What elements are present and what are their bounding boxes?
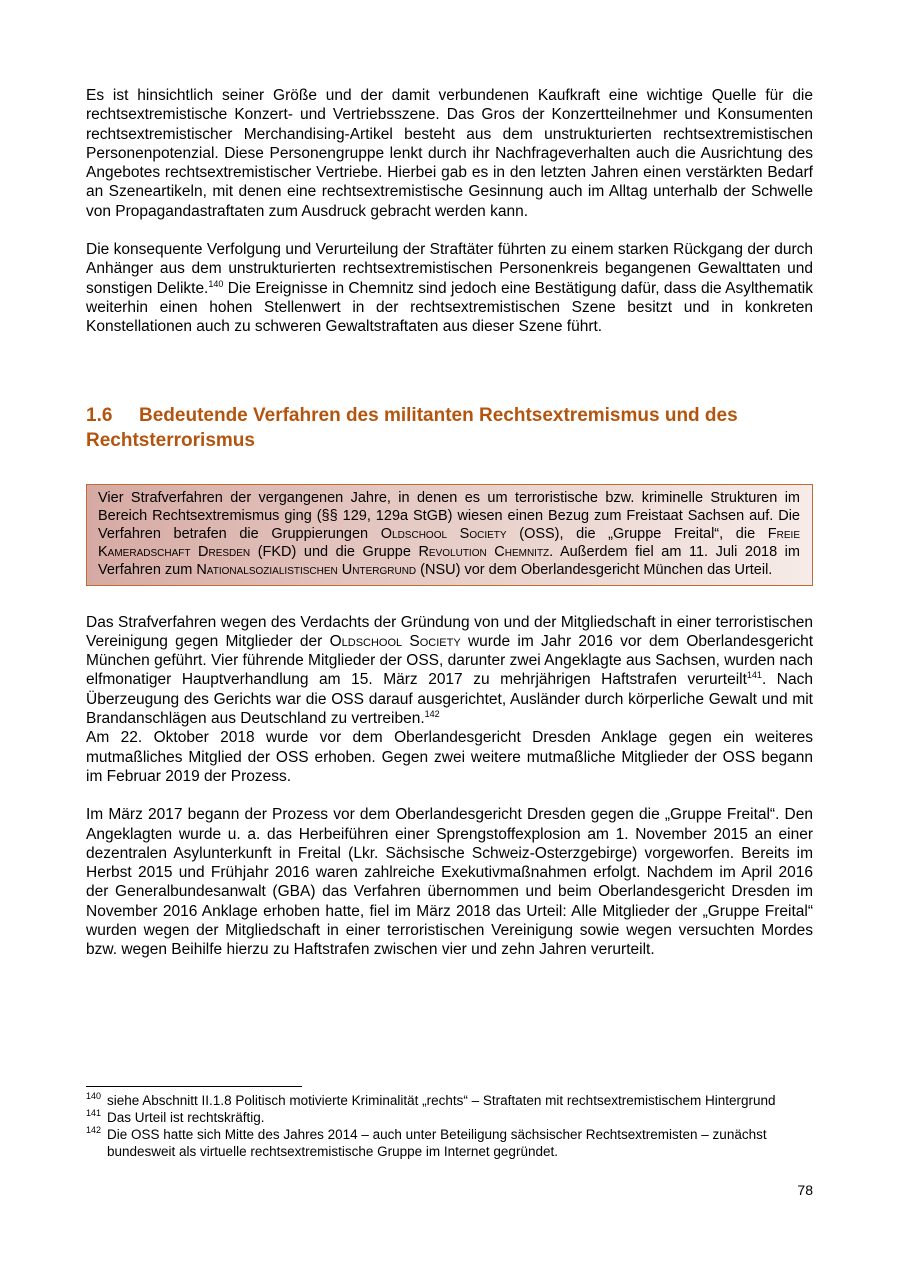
footnotes <box>86 1086 813 1160</box>
page-content <box>86 86 813 960</box>
section-title: Bedeutende Verfahren des militanten Rechtsextremismus und des Rechtsterrorismus <box>86 404 738 451</box>
footnote-divider <box>86 1086 302 1087</box>
paragraph-kaufkraft: Es ist hinsichtlich seiner Größe und der damit verbundenen Kaufkraft eine wichtige Quelle für die rechtsextremistische Konzert- und Vertriebsszene. Das Gros der Konzertteilnehmer und Konsumenten rechtsextremistischer Merchandising-Artikel besteht aus dem unstrukturierten rechtsextremistischen Personenpotenzial. Diese Personengruppe lenkt durch ihr Nachfrageverhalten auch die Ausrichtung des Angebotes rechtsextremistischer Vertriebe. Hierbei gab es in den letzten Jahren einen verstärkten Bedarf an Szeneartikeln, mit denen eine rechtsextremistische Gesinnung auch im Alltag unterhalb der Schwelle von Propagandastraftaten zum Ausdruck gebracht werden kann. <box>86 87 813 220</box>
section-heading <box>86 403 813 453</box>
footnote-141: 141 Das Urteil ist rechtskräftig. <box>86 1108 265 1125</box>
summary-box <box>86 484 813 586</box>
paragraph-verfolgung: Die konsequente Verfolgung und Verurteilung der Straftäter führten zu einem starken Rückgang der durch Anhänger aus dem unstrukturierten rechtsextremistischen Personenkreis begangenen Gewalttaten und sonstigen Delikte.$^{140}$ Die Ereignisse in Chemnitz sind jedoch eine Bestätigung dafür, dass die Asylthematik weiterhin einen hohen Stellenwert in der rechtsextremistischen Szene besitzt und in konkreten Konstellationen auch zu schweren Gewaltstraftaten aus dieser Szene führt. <box>86 241 814 336</box>
paragraph-oss: Das Strafverfahren wegen des Verdachts der Gründung von und der Mitgliedschaft in einer terroristischen Vereinigung gegen Mitglieder der Oldschool Society wurde im Jahr 2016 vor dem Oberlandesgericht München geführt. Vier führende Mitglieder der OSS, darunter zwei Angeklagte aus Sachsen, wurden nach elfmonatiger Hauptverhandlung am 15. März 2017 zu mehrjährigen Haftstrafen verurteilt$^{141}$. Nach Überzeugung des Gerichts war die OSS darauf ausgerichtet, Ausländer durch körperliche Gewalt und mit Brandanschlägen aus Deutschland zu vertreiben.$^{142}$ Am 22. Oktober 2018 wurde vor dem Oberlandesgericht Dresden Anklage gegen ein weiteres mutmaßliches Mitglied der OSS erhoben. Gegen zwei weitere mutmaßliche Mitglieder der OSS begann im Februar 2019 der Prozess. <box>86 613 814 785</box>
section-number: 1.6 <box>86 404 113 426</box>
paragraph-gruppe-freital: Im März 2017 begann der Prozess vor dem Oberlandesgericht Dresden gegen die „Gruppe Freital“. Den Angeklagten wurde u. a. das Herbeiführen einer Sprengstoffexplosion am 1. November 2015 an einer dezentralen Asylunterkunft in Freital (Lkr. Sächsische Schweiz-Osterzgebirge) vorgeworfen. Bereits im Herbst 2015 und Frühjahr 2016 waren zahlreiche Exekutivmaßnahmen erfolgt. Nachdem im April 2016 der Generalbundesanwalt (GBA) das Verfahren übernommen und beim Oberlandesgericht Dresden im November 2016 Anklage erhoben hatte, fiel im März 2018 das Urteil: Alle Mitglieder der „Gruppe Freital“ wurden wegen der Mitgliedschaft in einer terroristischen Vereinigung sowie wegen versuchten Mordes bzw. wegen Beihilfe hierzu zu Haftstrafen zwischen vier und zehn Jahren verurteilt. <box>86 806 813 959</box>
footnote-ref-140[interactable]: 140 <box>208 278 224 289</box>
footnote-140: 140 siehe Abschnitt II.1.8 Politisch motivierte Kriminalität „rechts“ – Straftaten mit rechtsextremistischem Hintergrund <box>86 1091 776 1108</box>
footnote-142: 142 Die OSS hatte sich Mitte des Jahres 2014 – auch unter Beteiligung sächsischer Rechtsextremisten – zunächst bundesweit als virtuelle rechtsextremistische Gruppe im Internet gegründet. <box>86 1125 767 1159</box>
page-number: 78 <box>797 1182 813 1198</box>
footnote-ref-141[interactable]: 141 <box>746 670 762 681</box>
footnote-ref-142[interactable]: 142 <box>424 709 440 720</box>
summary-text: Vier Strafverfahren der vergangenen Jahre, in denen es um terroristische bzw. kriminelle Strukturen im Bereich Rechtsextremismus ging (§§ 129, 129a StGB) wiesen einen Bezug zum Freistaat Sachsen auf. Die Verfahren betrafen die Gruppierungen Oldschool Society (OSS), die „Gruppe Freital“, die Freie Kameradschaft Dresden (FKD) und die Gruppe Revolution Chemnitz. Außerdem fiel am 11. Juli 2018 im Verfahren zum Nationalsozialistischen Untergrund (NSU) vor dem Oberlandesgericht München das Urteil. <box>98 489 800 579</box>
